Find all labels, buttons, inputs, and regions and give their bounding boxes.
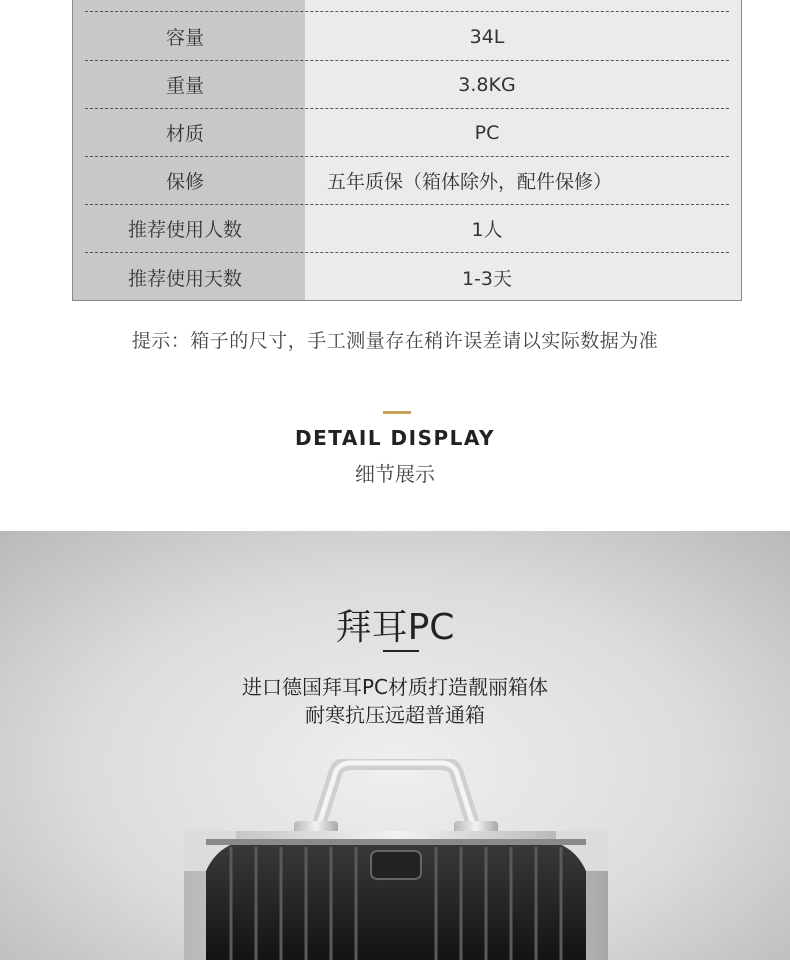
spec-value: 五年质保（箱体除外，配件保修）	[327, 171, 613, 193]
section-title-en: DETAIL DISPLAY	[295, 426, 495, 450]
spec-row-recommended-days	[85, 253, 729, 301]
spec-row-partial	[85, 0, 729, 12]
spec-value: 34L	[469, 25, 505, 48]
spec-row-recommended-people	[85, 205, 729, 253]
spec-label: 保修	[165, 171, 204, 193]
spec-label: 容量	[165, 27, 204, 49]
feature-description-line-1: 进口德国拜耳PC材质打造靓丽箱体	[241, 675, 549, 699]
spec-row-capacity	[85, 13, 729, 61]
feature-title: 拜耳PC	[335, 607, 455, 648]
spec-row-material	[85, 109, 729, 157]
spec-row-weight	[85, 61, 729, 109]
spec-label: 推荐使用天数	[127, 267, 242, 290]
spec-value: 3.8KG	[458, 73, 516, 96]
feature-title-underline	[383, 650, 419, 652]
spec-table	[72, 0, 742, 301]
feature-description-line-2: 耐寒抗压远超普通箱	[305, 703, 485, 727]
suitcase-image	[176, 759, 616, 960]
spec-label: 推荐使用人数	[127, 219, 242, 241]
measurement-tip: 提示：箱子的尺寸，手工测量存在稍许误差请以实际数据为准	[131, 330, 659, 352]
spec-label: 材质	[165, 123, 204, 145]
spec-value: 1人	[471, 219, 503, 241]
spec-row-warranty	[85, 157, 729, 205]
spec-label: 重量	[165, 75, 204, 97]
product-feature-banner	[0, 531, 790, 960]
section-title-cn: 细节展示	[355, 462, 435, 486]
section-divider-accent	[383, 411, 411, 414]
spec-value: 1-3天	[461, 267, 513, 290]
spec-value: PC	[474, 121, 500, 144]
